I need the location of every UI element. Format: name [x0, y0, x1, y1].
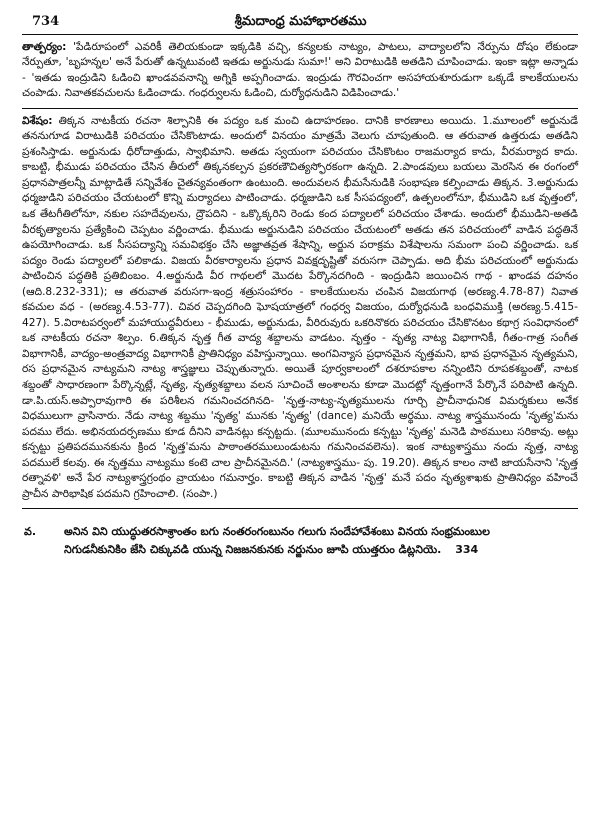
page-number: 734: [32, 14, 60, 29]
verse-block: [22, 523, 578, 559]
page-header: [22, 14, 578, 35]
visesham-heading: విశేషం:: [22, 114, 53, 127]
verse-text: [64, 523, 578, 559]
visesham-section: [22, 114, 578, 503]
verse-line-1: అనిన విని యుద్ధుతరసాశ్రాంతం బగు నంతరంగంబునం గలుగు సందేహావేశంబు వినయ సంభ్రమంబుల: [64, 525, 490, 539]
visesham-body: తిక్కన నాటకీయ రచనా శిల్పానికి ఈ పద్యం ఒక మంచి ఉదాహరణం. దానికి కారణాలు అయిదు. 1.మూలంలో అర్జునుడే తననుగూడ విరాటుడికి పరిచయం చేసికొంటాడు. అందులో వినయం మాత్రమే వెలుగు చూపుతుంది. ఆ తరువాత ఉత్తరుడు అతడిని ప్రశంసిస్తాడు. అర్జునుడు ధీరోదాత్తుడు, స్వాభిమాని. అతడు స్వయంగా పరిచయం చేసికొంటం రాజమర్యాద కాదు, వీరమర్యాద కాదు. కాబట్టి, భీముడు పరిచయం చేసిన తీరులో తిక్కనకల్పన ప్రకరణౌచిత్యస్ఫోరకంగా ఉన్నది. 2.పాండవులు బయలు మెరసిన ఈ రంగంలో ప్రధానపాత్రలన్నీ మాట్లాడితే సన్నివేశం చైతన్యవంతంగా ఉంటుంది. అందువలన భీమసేనుడికి సంభాషణ కల్పించాడు తిక్కన. 3.అర్జునుడు ధర్మజుడిని పరిచయం చేయటంలో కొన్ని మర్యాదలు పాటించాడు. ధర్మజుడిని ఒక సీసపద్యంలో, ఉత్పలంలోనూ, భీముడిని ఒక వృత్తంలో, ఒక తేటగీతిలోనూ, నకుల సహదేవులను, ద్రౌపదిని - ఒక్కొక్కరిని రెండు కంద పద్యాలలో పరిచయం చేశాడు. అందులో భీముడిని-అతడి వీరకృత్యాలను ప్రత్యేకించి చెప్పటం వర్ణించాడు. భీముడు అర్జునుడిని పరిచయం చేయటంలో అతడు తన పరిచయంలో వాడిన పద్ధతినే ఉపయోగించాడు. ఒక సీసపద్యాన్ని సమవిభక్తం చేసి అజ్ఞాతవ్రత శేషాన్ని, అర్జున పరాక్రమ విశేషాలను సమంగా పంచి వర్ణించాడు. ఒక పద్యం రెండు పద్యాలలో పలికాడు. విజయ వీరకార్యాలను ప్రధాన వివక్షదృష్టితో వరుసగా చెప్పాడు. అది భీమ పరిచయంలో అర్జునుడు పాటించిన పద్ధతికి ప్రతిబింబం. 4.అర్జునుడి వీర గాథలలో మొదట పేర్కొనదగింది - ఇంద్రుడిని జయించిన గాథ - ఖాండవ దహనం (ఆది.8.232-331); ఆ తరువాత వరుసగా-ఇంద్ర శత్రుసంహారం - కాలకేయులను చంపిన విజయగాథ (అరణ్య.4.78-87) నివాత కవచుల వధ - (అరణ్య.4.53-77). చివర చెప్పదగింది ఘోషయాత్రలో గంధర్వ విజయం, దుర్యోధనుడి బంధవిముక్తి (అరణ్య.5.415-427). 5.విరాటపర్వంలో మహాయుద్ధవీరులు - భీముడు, అర్జునుడు, వీరిరువురు ఒకరినొకరు పరిచయం చేసికొనటం కథాగ్ర సంవిధానంలో ఒక నాటకీయ రచనా శిల్పం. 6.తిక్కన నృత్త గీత వాద్య శబ్దాలను వాడటం. నృత్తం - నృత్య నాట్య విభాగానికీ, గీతం-గాత్ర సంగీత విభాగానికీ, వాద్యం-అంత్రవాద్య విభాగానికీ ప్రాతినిధ్యం వహిస్తున్నాయి. అంగవిన్యాస ప్రధానమైన నృత్తమని, భావ ప్రధానమైన నృత్యమని, రస ప్రధానమైన నాట్యమని నాట్య శాస్త్రజ్ఞులు చెప్పుతున్నారు. అయితే పూర్వకాలంలో దశరూపకాల నన్నింటిని రూపకశబ్దంతో, నాటక శబ్దంతో సాధారణంగా పేర్కొన్నట్లే, నృత్య, నృత్యశబ్దాలు వలన సూచించే అంశాలను కూడా మొదట్లో నృత్తంగానే పేర్కొనే పరిపాటి ఉన్నది. డా.పి.యస్.అప్పారావుగారి ఈ పరిశీలన గమనించదగినది- 'నృత్త-నాట్య-నృత్యములను గూర్చి ప్రాచీనాధునిక విమర్శకులు అనేక విధములుగా వ్రాసినారు. నేడు నాట్య శబ్దము 'నృత్య' మునకు 'నృత్య' (dance) మనియే అర్థము. నాట్య శాస్త్రమునందు 'నృత్య'మను పదము లేదు. అభినయదర్పణము కూడ దీనిని వాడినట్లు కన్పట్టదు. (మూలమునందు కన్పట్టు 'నృత్య' మనెడి పాఠములు సరికావు. అట్లు కన్పట్టు ప్రతిపదమునకును క్రింద 'నృత్త'మను పాఠాంతరములుండుటను గమనించవలెను). ఇంక నాట్యశాస్త్రము నందు నృత్త, నాట్య పదములే కలవు. ఈ నృత్తము నాట్యము కంటె చాల ప్రాచీనమైనది.' (నాట్యశాస్త్రము- పు. 19.20). తిక్కన కాలం నాటి జాయసేనాని 'నృత్త రత్నావళి' అనే పేర నాట్యశాస్త్రగ్రంథం వ్రాయటం గమనార్హం. కాబట్టి తిక్కన వాడిన 'నృత్త' మనే పదం నృత్యశాఖకు ప్రాతినిధ్యం వహించే ప్రాచీన పారిభాషిక పదమని గ్రహించాలి. (సంపా.): [22, 114, 579, 500]
verse-label: వ.: [24, 525, 36, 539]
section-divider-bottom: [22, 508, 578, 509]
tatparyam-section: [22, 40, 578, 102]
verse-line-2-wrap: [64, 541, 578, 559]
verse-number: 334: [455, 543, 479, 557]
verse-line-2: నిగుడనీకునికిం జేసి చిక్కువడి యున్న నిజజనకునకు నర్జునుం జూపి యుత్తరుం డిట్లనియె.: [64, 543, 442, 557]
running-title: శ్రీమదాంధ్ర మహాభారతము: [234, 14, 367, 29]
section-divider: [22, 108, 578, 109]
tatparyam-heading: తాత్పర్యం:: [22, 40, 67, 53]
tatparyam-body: 'పేడిరూపంలో ఎవరికీ తెలియకుండా ఇక్కడికి వచ్చి, కన్యలకు నాట్యం, పాటలు, వాద్యాలలోని నేర్పును దోషం లేకుండా నేర్పుతూ, 'బృహన్నల' అనే పేరుతో ఉన్నటువంటి ఇతడు అర్జునుడు సుమా!' అని విరాటుడికి అతడిని చూపించాడు. ఇంకా ఇట్లా అన్నాడు - 'ఇతడు ఇంద్రుడిని ఓడించి ఖాండవవనాన్ని అగ్నికి అప్పగించాడు. ఇంద్రుడు గౌరవించగా అసహాయశూరుడుగా ఒక్కడే కాలకేయులను చంపాడు. నివాతకవచులను ఓడించాడు. గంధర్వులను ఓడించి, దుర్యోధనుడిని విడిపించాడు.': [22, 40, 578, 100]
